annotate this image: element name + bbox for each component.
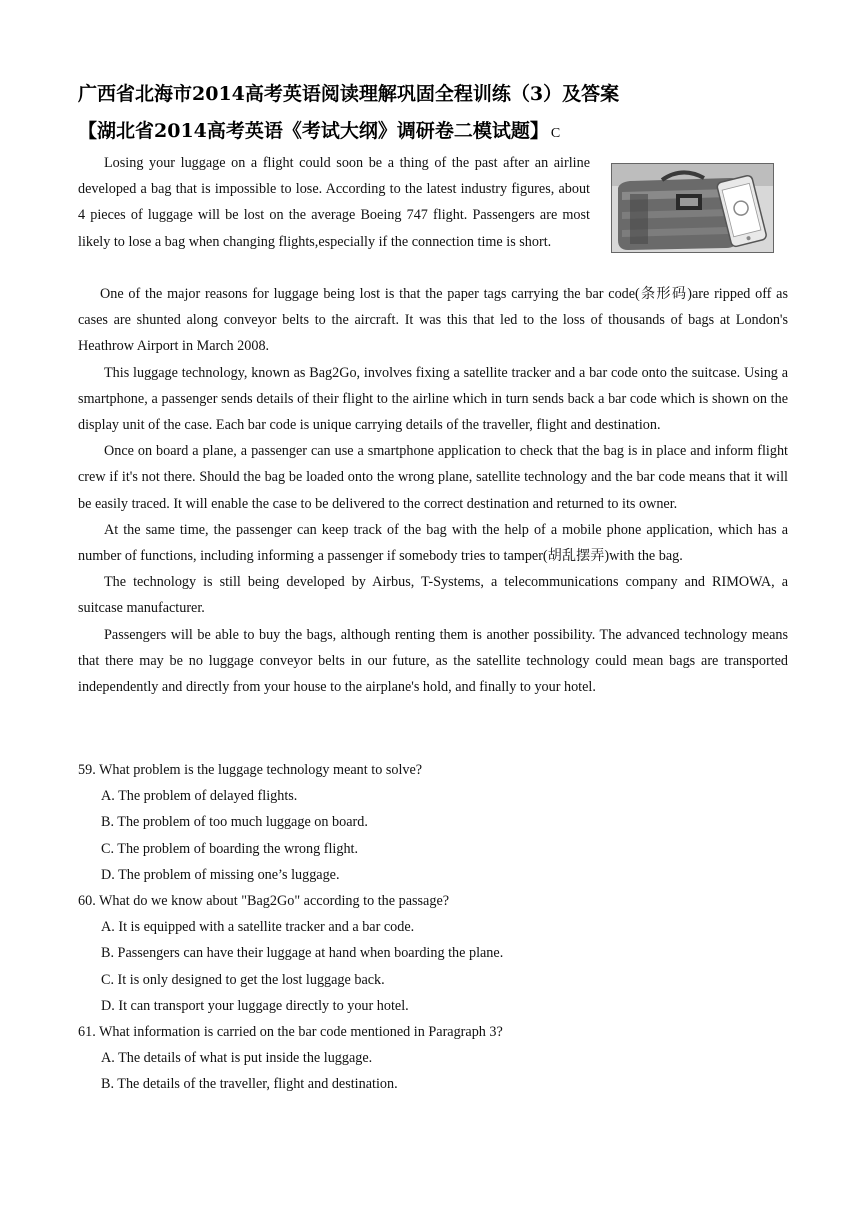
article-body [78,281,788,700]
option-61a: A. The details of what is put inside the luggage. [101,1050,373,1067]
option-60c: C. It is only designed to get the lost luggage back. [101,971,385,988]
subtitle-suffix: C [550,126,561,141]
document-subtitle [78,116,560,143]
paragraph-6: The technology is still being developed by Airbus, T-Systems, a telecommunications company and RIMOWA, a suitcase manufacturer. [78,574,788,617]
paragraph-5: At the same time, the passenger can keep track of the bag with the help of a mobile phone application, which has a number of functions, including informing a passenger if somebody tries to tamper(胡乱摆弄)with the bag. [78,521,788,565]
paragraph-3: This luggage technology, known as Bag2Go, involves fixing a satellite tracker and a bar code onto the suitcase. Using a smartphone, a passenger sends details of their flight to the airline which in turn sends back a bar code which is shown on the display unit of the case. Each bar code is unique carrying details of the traveller, flight and destination. [78,364,788,434]
paragraph-4: Once on board a plane, a passenger can use a smartphone application to check that the bag is in place and inform flight crew if it's not there. Should the bag be loaded onto the wrong plane, satellite technology and the bar code means that it will be easily traced. It will enable the case to be delivered to the correct destination and returned to its owner. [78,443,788,512]
option-61b: B. The details of the traveller, flight and destination. [101,1076,398,1093]
paragraph-7: Passengers will be able to buy the bags, although renting them is another possibility. The advanced technology means that there may be no luggage conveyor belts in our future, as the satellite technology could mean bags are transported independently and directly from your house to the airplane's hold, and finally to your hotel. [78,626,788,696]
luggage-photo [611,163,774,253]
suitcase-phone-icon [612,164,773,252]
paragraph-1: Losing your luggage on a flight could soon be a thing of the past after an airline developed a bag that is impossible to lose. According to the latest industry figures, about 4 pieces of luggage will be lost on the average Boeing 747 flight. Passengers are most likely to lose a bag when changing flights,especially if the connection time is short. [78,155,590,250]
option-60b: B. Passengers can have their luggage at hand when boarding the plane. [101,945,504,962]
question-60: 60. What do we know about "Bag2Go" according to the passage? [78,893,450,910]
option-59b: B. The problem of too much luggage on board. [101,814,368,831]
option-59c: C. The problem of boarding the wrong flight. [101,840,359,857]
question-61: 61. What information is carried on the bar code mentioned in Paragraph 3? [78,1024,503,1041]
option-59a: A. The problem of delayed flights. [101,788,298,805]
document-title: 广西省北海市2014高考英语阅读理解巩固全程训练（3）及答案 [78,83,620,105]
question-59: 59. What problem is the luggage technology meant to solve? [78,762,423,778]
subtitle-text: 【湖北省2014高考英语《考试大纲》调研卷二模试题】 [78,120,549,142]
option-59d: D. The problem of missing one’s luggage. [101,866,340,883]
paragraph-2: One of the major reasons for luggage being lost is that the paper tags carrying the bar code(条形码)are ripped off as cases are shunted along conveyor belts to the aircraft. It was this that led to the loss of thousands of bags at London's Heathrow Airport in March 2008. [78,286,788,355]
question-list [78,757,788,1098]
option-60a: A. It is equipped with a satellite tracker and a bar code. [101,919,415,936]
option-60d: D. It can transport your luggage directly to your hotel. [101,997,409,1014]
